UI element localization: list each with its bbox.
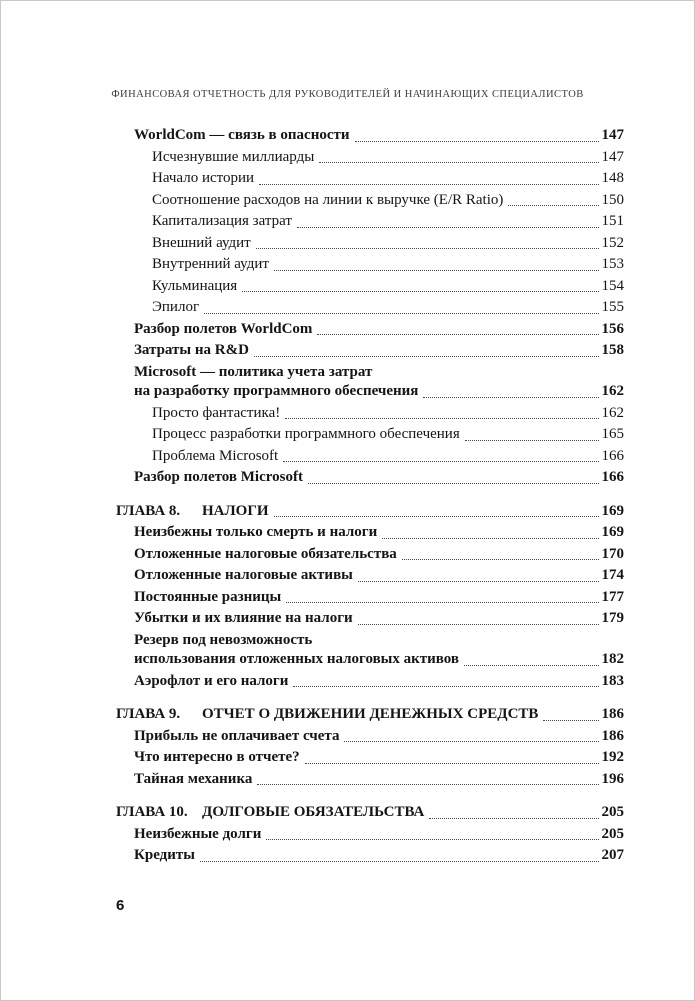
dot-leader [274,516,599,517]
chapter-label: ГЛАВА 8. [116,502,181,519]
toc-line [152,190,624,212]
entry-page-number: 170 [601,545,624,562]
dot-leader [382,538,598,539]
toc-entry [116,446,624,468]
toc-entry [116,168,624,190]
entry-title: Отложенные налоговые обязательства [134,545,397,562]
entry-page-number: 147 [601,148,624,165]
entry-title: НАЛОГИ [202,502,269,519]
entry-title: Соотношение расходов на линии к выручке (E/R Ratio) [152,191,504,208]
toc-line [152,446,624,468]
entry-title: Проблема Microsoft [152,447,279,464]
toc-line [152,297,624,319]
toc-line [152,211,624,233]
toc-line [134,824,624,846]
toc-entry [116,297,624,319]
dot-leader [465,440,599,441]
dot-leader [204,313,598,314]
entry-page-number: 147 [601,127,624,143]
entry-title: Убытки и их влияние на налоги [134,610,353,626]
toc-line [152,168,624,190]
entry-title: Неизбежны только смерть и налоги [134,524,378,540]
entry-title: Затраты на R&D [134,342,249,358]
dot-leader [254,356,599,357]
entry-page-number: 153 [601,256,624,272]
toc-line [134,565,624,587]
entry-page-number: 169 [601,502,624,519]
toc-entry [116,522,624,544]
toc-entry [116,587,624,609]
entry-title: Постоянные разницы [134,588,282,605]
toc-entry [116,424,624,446]
entry-title: Процесс разработки программного обеспечения [152,426,460,442]
entry-title: на разработку программного обеспечения [134,383,419,399]
page-number: 6 [116,897,125,914]
toc-line [134,630,624,652]
toc-entry [116,403,624,425]
toc-line [134,608,624,630]
entry-title: Внешний аудит [152,234,251,251]
entry-title: Тайная механика [134,770,253,787]
entry-page-number: 158 [601,342,624,358]
entry-page-number: 186 [601,706,624,722]
toc-entry [116,544,624,566]
entry-title: WorldCom — связь в опасности [134,127,350,143]
toc-line [152,147,624,169]
toc-line [134,319,624,341]
toc-line [134,671,624,693]
entry-page-number: 186 [601,727,624,744]
entry-title: Внутренний аудит [152,256,269,272]
toc-entry [116,233,624,255]
entry-page-number: 179 [601,610,624,626]
toc-line [134,769,624,791]
dot-leader [423,397,598,398]
entry-title: Начало истории [152,170,255,186]
entry-page-number: 196 [601,770,624,787]
toc-entry [116,340,624,362]
toc-entry [116,747,624,769]
dot-leader [355,141,599,142]
toc-line [152,233,624,255]
toc-line [134,340,624,362]
toc-entry [116,769,624,791]
running-header: ФИНАНСОВАЯ ОТЧЕТНОСТЬ ДЛЯ РУКОВОДИТЕЛЕЙ И НАЧИНАЮЩИХ СПЕЦИАЛИСТОВ [111,89,584,100]
dot-leader [274,270,599,271]
chapter-label: ГЛАВА 9. [116,706,181,722]
entry-page-number: 156 [601,320,624,337]
dot-leader [464,665,598,666]
toc-entry [116,362,624,403]
dot-leader [283,461,598,462]
entry-page-number: 174 [601,567,624,583]
dot-leader [297,227,599,228]
dot-leader [317,334,598,335]
toc-entry [116,608,624,630]
toc-line [116,802,624,824]
entry-page-number: 166 [601,447,624,464]
entry-page-number: 192 [601,749,624,765]
toc-entry [116,276,624,298]
dot-leader [429,818,598,819]
dot-leader [256,248,599,249]
entry-title: использования отложенных налоговых активов [134,651,460,667]
entry-page-number: 148 [601,170,624,186]
entry-title: Разбор полетов Microsoft [134,469,303,485]
entry-page-number: 154 [601,277,624,294]
entry-page-number: 177 [601,588,624,605]
toc-line [116,704,624,726]
toc-line [116,501,624,523]
entry-page-number: 182 [601,651,624,667]
entry-page-number: 166 [601,469,624,485]
dot-leader [266,839,598,840]
entry-title: Резерв под невозможность [134,631,313,648]
dot-leader [293,686,598,687]
toc-entry [116,565,624,587]
toc-line [152,254,624,276]
dot-leader [508,205,598,206]
entry-page-number: 165 [601,426,624,442]
toc-entry [116,630,624,671]
entry-title: Отложенные налоговые активы [134,567,353,583]
toc-entry [116,802,624,824]
toc-entry [116,190,624,212]
toc-line [134,587,624,609]
chapter-label: ГЛАВА 10. [116,804,188,820]
toc-entry [116,319,624,341]
toc-line [134,544,624,566]
entry-page-number: 205 [601,825,624,842]
entry-page-number: 205 [601,804,624,820]
entry-page-number: 183 [601,672,624,689]
toc-line [134,125,624,147]
dot-leader [319,162,598,163]
toc-entry [116,467,624,489]
dot-leader [259,184,598,185]
toc-entry [116,704,624,726]
toc-line [134,747,624,769]
toc-line [134,467,624,489]
toc-line [134,522,624,544]
toc-entry [116,147,624,169]
entry-page-number: 150 [601,191,624,208]
entry-page-number: 155 [601,299,624,315]
entry-title: Разбор полетов WorldCom [134,320,313,337]
toc-line [152,276,624,298]
entry-page-number: 207 [601,847,624,863]
entry-title: ОТЧЕТ О ДВИЖЕНИИ ДЕНЕЖНЫХ СРЕДСТВ [202,706,539,722]
dot-leader [308,483,599,484]
toc-line [134,649,624,671]
dot-leader [242,291,598,292]
toc-line [134,362,624,384]
entry-title: Капитализация затрат [152,213,292,229]
entry-title: Неизбежные долги [134,825,262,842]
dot-leader [358,581,599,582]
entry-title: Аэрофлот и его налоги [134,672,289,689]
toc-line [134,845,624,867]
toc-line [152,424,624,446]
toc-line [134,381,624,403]
dot-leader [402,559,599,560]
dot-leader [286,602,598,603]
toc-entry [116,254,624,276]
entry-page-number: 162 [601,404,624,421]
table-of-contents [116,125,624,867]
toc-entry [116,125,624,147]
entry-title: Прибыль не оплачивает счета [134,727,340,744]
toc-line [134,726,624,748]
entry-page-number: 151 [601,213,624,229]
entry-title: Эпилог [152,299,200,315]
toc-entry [116,211,624,233]
toc-line [152,403,624,425]
toc-entry [116,671,624,693]
dot-leader [543,720,598,721]
dot-leader [200,861,599,862]
dot-leader [257,784,598,785]
dot-leader [285,418,598,419]
entry-title: Кульминация [152,277,238,294]
entry-page-number: 152 [601,234,624,251]
dot-leader [344,741,598,742]
dot-leader [358,624,599,625]
toc-entry [116,726,624,748]
entry-title: Просто фантастика! [152,404,281,421]
entry-title: Что интересно в отчете? [134,749,300,765]
toc-entry [116,845,624,867]
toc-entry [116,501,624,523]
entry-page-number: 169 [601,524,624,540]
toc-entry [116,824,624,846]
entry-title: Исчезнувшие миллиарды [152,148,315,165]
entry-title: Microsoft — политика учета затрат [134,363,373,380]
dot-leader [305,763,599,764]
entry-page-number: 162 [601,383,624,399]
entry-title: ДОЛГОВЫЕ ОБЯЗАТЕЛЬСТВА [202,804,425,820]
entry-title: Кредиты [134,847,195,863]
